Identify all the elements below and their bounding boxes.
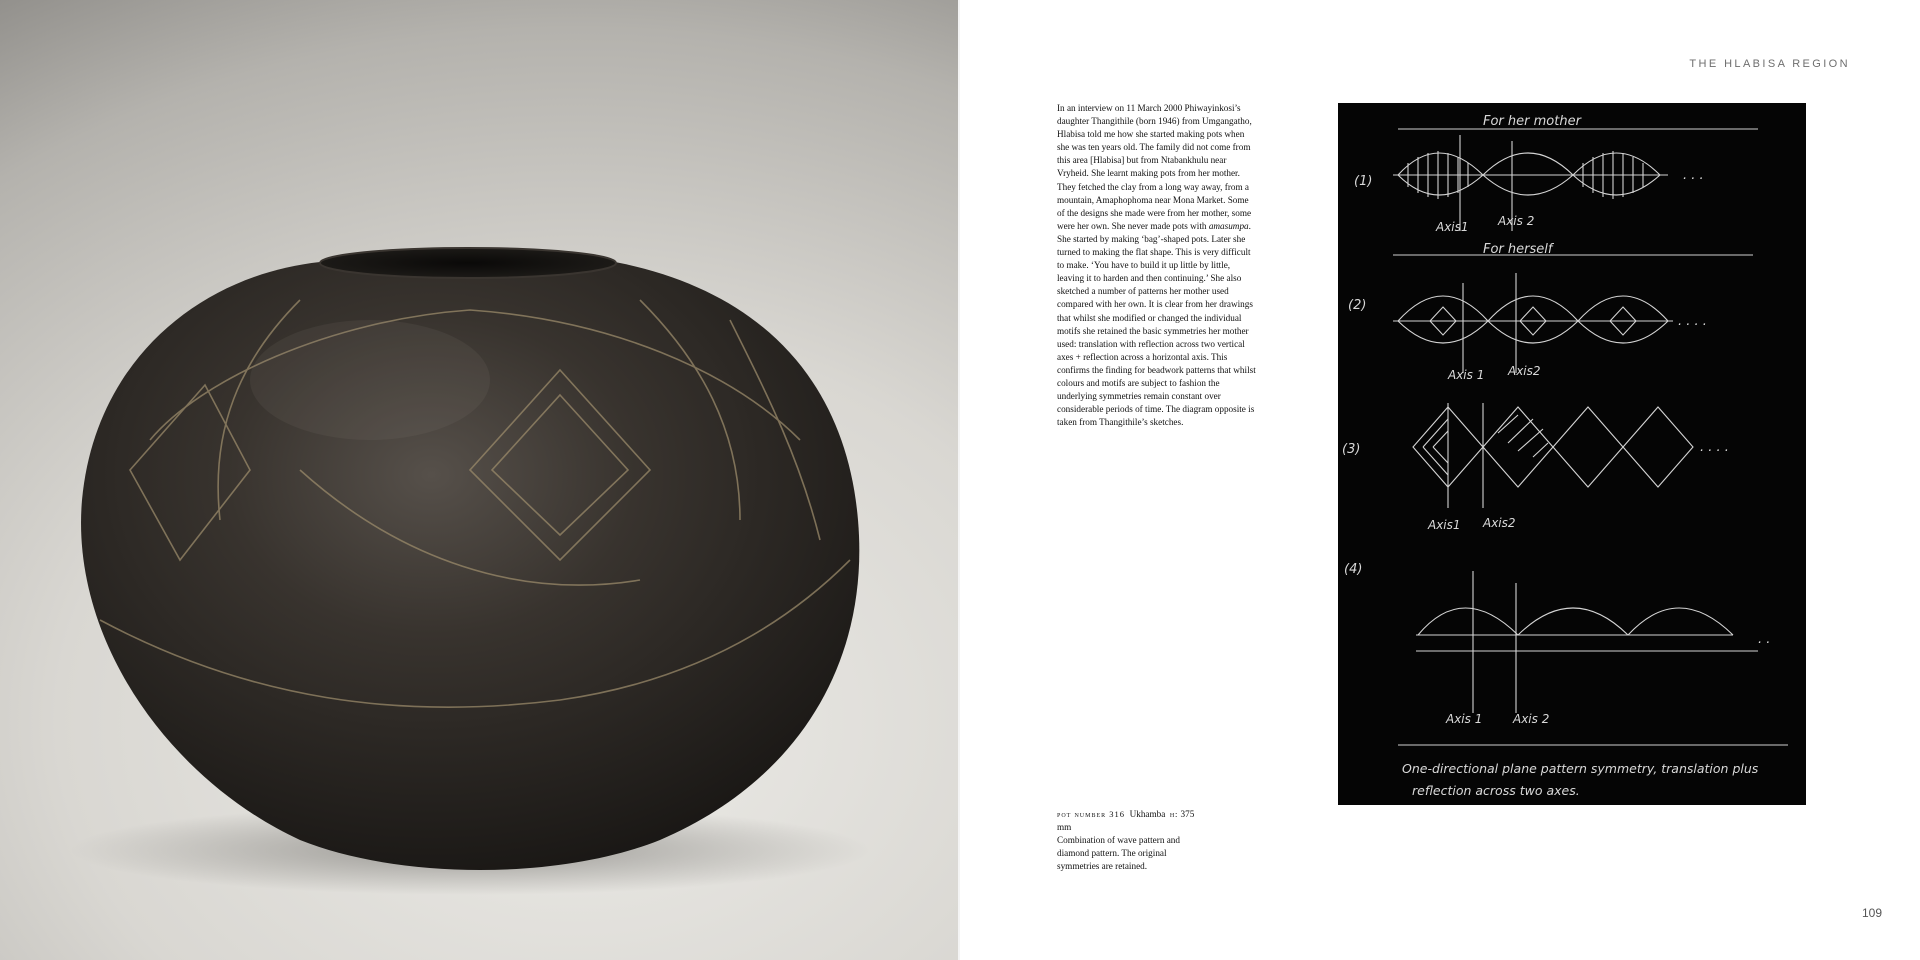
running-head: THE HLABISA REGION (1689, 58, 1850, 70)
dots-row-3: . . . . (1700, 440, 1729, 455)
page-gutter (958, 0, 960, 960)
body-text-part1: In an interview on 11 March 2000 Phiwayinkosi’s daughter Thangithile (born 1946) from Umgangatho, Hlabisa told me how she started making pots when she was ten years old. The family did not come from this area [Hlabisa] but from Ntabankhulu near Vryheid. She learnt making pots from her mother. They fetched the clay from a long way away, from a mountain, Amaphophoma near Mona Market. Some of the designs she made were from her mother, some were her own. She never made pots with (1057, 103, 1252, 231)
caption-pot-number: pot number 316 (1057, 809, 1126, 819)
sketch-footer-line1: One-directional plane pattern symmetry, translation plus (1402, 761, 1759, 776)
symmetry-sketch (1338, 103, 1806, 805)
figure-caption (1057, 808, 1207, 873)
pot-photograph (0, 0, 958, 960)
dots-row-2: . . . . (1678, 314, 1707, 329)
caption-text: Combination of wave pattern and diamond pattern. The original symmetries are retained. (1057, 835, 1180, 871)
caption-pot-type: Ukhamba (1129, 809, 1166, 819)
pot-illustration (0, 0, 958, 960)
sketch-drawing (1338, 103, 1806, 805)
sketch-heading-herself: For herself (1483, 242, 1553, 257)
axis2-label-row2: Axis2 (1508, 364, 1541, 378)
axis1-label-row1: Axis1 (1436, 220, 1469, 234)
axis2-label-row4: Axis 2 (1513, 712, 1550, 726)
row-label-1: (1) (1354, 174, 1373, 189)
pot-highlight (250, 320, 490, 440)
axis1-label-row3: Axis1 (1428, 518, 1461, 532)
caption-height-label: h: (1169, 809, 1179, 819)
body-emphasis: amasumpa (1208, 220, 1249, 231)
body-paragraph (1057, 102, 1257, 429)
body-text-part2: . She started by making ‘bag’-shaped pots. Later she turned to making the flat shape. This is very difficult to make. ‘You have to build it up little by little, leaving it to harden and then continuing.’ She also sketched a number of patterns her mother used compared with her own. It is clear from her drawings that whilst she modified or changed the individual motifs she retained the basic symmetries her mother used: translation with reflection across two vertical axes + reflection across a horizontal axis. This confirms the finding for beadwork patterns that whilst colours and motifs are subject to fashion the underlying symmetries remain constant over considerable periods of time. The diagram opposite is taken from Thangithile’s sketches. (1057, 220, 1256, 428)
axis2-label-row1: Axis 2 (1498, 214, 1535, 228)
dots-row-1: . . . (1683, 168, 1704, 183)
axis1-label-row2: Axis 1 (1448, 368, 1485, 382)
axis1-label-row4: Axis 1 (1446, 712, 1483, 726)
sketch-heading-mother: For her mother (1483, 114, 1581, 129)
pot-rim (320, 248, 616, 278)
caption-height-value: 375 mm (1057, 809, 1195, 832)
sketch-footer-line2: reflection across two axes. (1412, 783, 1580, 798)
dots-row-4: . . (1758, 632, 1771, 647)
axis2-label-row3: Axis2 (1483, 516, 1516, 530)
row-label-3: (3) (1342, 442, 1361, 457)
pattern-row-4 (1416, 571, 1758, 713)
pattern-row-3 (1413, 403, 1693, 508)
pattern-row-2 (1393, 273, 1673, 373)
row-label-2: (2) (1348, 298, 1367, 313)
row-label-4: (4) (1344, 562, 1363, 577)
page-number: 109 (1861, 906, 1882, 920)
